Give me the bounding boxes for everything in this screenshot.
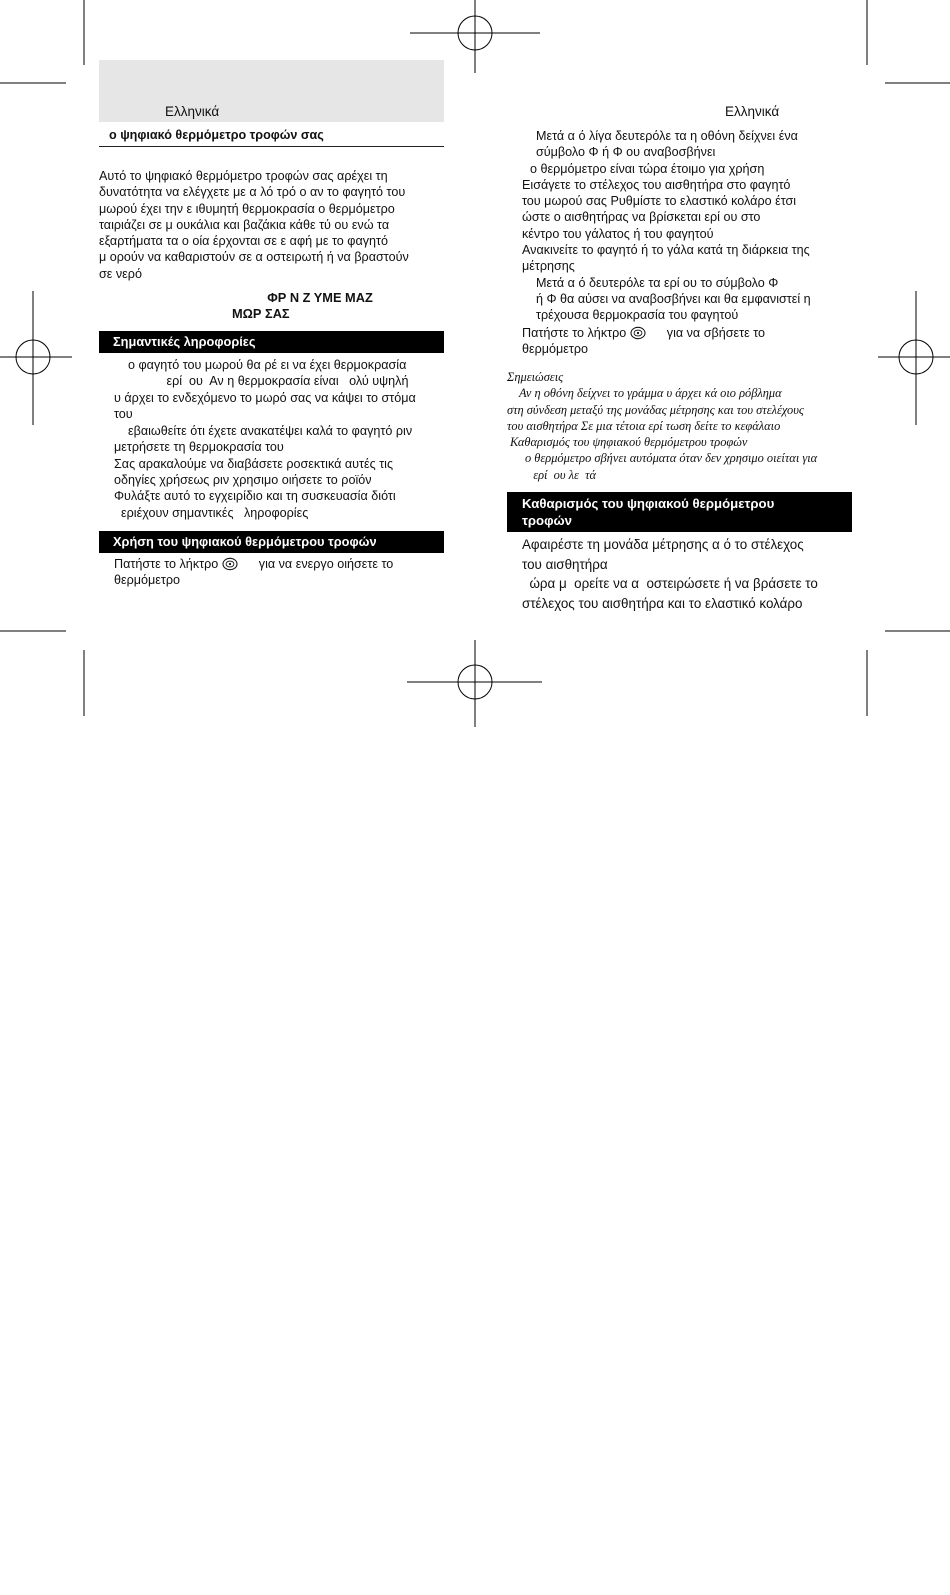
list-item: Μετά α ό λίγα δευτερόλε τα η οθόνη δείχνει ένα xyxy=(536,129,798,143)
cleaning-list xyxy=(522,535,862,613)
intro-line: ταιριάζει σε μ ουκάλια και βαζάκια κάθε τύ ου ενώ τα xyxy=(99,217,390,232)
left-section-title: ο ψηφιακό θερμόμετρο τροφών σας xyxy=(99,127,444,147)
warning-heading xyxy=(200,290,440,321)
list-item: του αισθητήρα xyxy=(522,556,608,572)
intro-paragraph xyxy=(99,168,444,282)
left-language-label: Ελληνικά xyxy=(165,104,220,119)
list-item: κέντρο του γάλατος ή του φαγητού xyxy=(522,226,714,241)
list-item: Σας αρακαλούμε να διαβάσετε ροσεκτικά αυτές τις xyxy=(114,456,394,471)
list-item: Εισάγετε το στέλεχος του αισθητήρα στο φαγητό xyxy=(522,177,791,192)
list-item: Αφαιρέστε τη μονάδα μέτρησης α ό το στέλεχος xyxy=(522,537,804,552)
list-item: μετρήσετε τη θερμοκρασία του xyxy=(114,440,284,455)
intro-line: εξαρτήματα τα ο οία έρχονται σε ε αφή με το φαγητό xyxy=(99,234,389,249)
list-item: εριέχουν σημαντικές ληροφορίες xyxy=(114,505,309,520)
usage-bar: Χρήση του ψηφιακού θερμόμετρου τροφών xyxy=(99,531,444,553)
list-item: υ άρχει το ενδεχόμενο το μωρό σας να κάψει το στόμα xyxy=(114,390,416,405)
list-item: σύμβολο Φ ή Φ ου αναβοσβήνει xyxy=(536,145,716,160)
notes-block xyxy=(507,369,857,483)
usage-text: για να ενεργο οιήσετε το xyxy=(258,557,394,571)
power-button-icon xyxy=(222,557,238,571)
cleaning-bar-line1: Καθαρισμός του ψηφιακού θερμόμετρου xyxy=(522,496,775,511)
power-button-icon xyxy=(630,326,646,340)
list-item: στέλεχος του αισθητήρα και το ελαστικό κολάρο xyxy=(522,595,803,611)
notes-line: Αν η οθόνη δείχνει το γράμμα υ άρχει κά οιο ρόβλημα xyxy=(519,386,782,401)
list-item: Μετά α ό δευτερόλε τα ερί ου το σύμβολο Φ xyxy=(536,275,779,290)
left-header-box xyxy=(99,60,444,122)
usage-text: θερμόμετρο xyxy=(114,573,181,588)
important-info-list xyxy=(114,357,446,521)
off-text: θερμόμετρο xyxy=(522,341,589,356)
notes-line: ερί ου λε τά xyxy=(527,467,597,482)
off-text: Πατήστε το λήκτρο xyxy=(522,325,627,340)
notes-line: ο θερμόμετρο σβήνει αυτόματα όταν δεν χρησιμο οιείται για xyxy=(525,451,818,466)
important-info-bar: Σημαντικές ληροφορίες xyxy=(99,331,444,353)
notes-label: Σημειώσεις xyxy=(507,370,564,384)
cleaning-bar-line2: τροφών xyxy=(522,513,573,528)
list-item: οδηγίες χρήσεως ριν χρησιμο οιήσετε το ροϊόν xyxy=(114,473,372,488)
list-item: ώστε ο αισθητήρας να βρίσκεται ερί ου στο xyxy=(522,210,761,225)
warning-heading-line2: ΜΩΡ ΣΑΣ xyxy=(232,305,290,321)
off-text: για να σβήσετε το xyxy=(666,325,766,340)
registration-mark-icon xyxy=(0,291,72,425)
list-item: ή Φ θα αύσει να αναβοσβήνει και θα εμφανιστεί η xyxy=(536,291,811,306)
steps-list xyxy=(522,128,857,357)
list-item: ο θερμόμετρο είναι τώρα έτοιμο για χρήση xyxy=(530,161,765,176)
list-item: Ανακινείτε το φαγητό ή το γάλα κατά τη διάρκεια της xyxy=(522,243,810,258)
list-item: εβαιωθείτε ότι έχετε ανακατέψει καλά το φαγητό ριν xyxy=(128,424,413,439)
notes-line: του αισθητήρα Σε μια τέτοια ερί τωση δείτε το κεφάλαιο xyxy=(507,418,781,433)
intro-line: μ ορούν να καθαριστούν σε α οστειρωτή ή να βραστούν xyxy=(99,250,409,265)
cleaning-bar xyxy=(507,492,852,532)
list-item: του μωρού σας Ρυθμίστε το ελαστικό κολάρο έτσι xyxy=(522,194,797,209)
warning-heading-line1: ΦΡ Ν Ζ ΥΜΕ ΜΑΖ xyxy=(267,290,373,305)
usage-paragraph xyxy=(114,556,446,589)
list-item: ώρα μ ορείτε να α οστειρώσετε ή να βράσετε το xyxy=(522,576,818,591)
intro-line: Αυτό το ψηφιακό θερμόμετρο τροφών σας αρέχει τη xyxy=(99,169,388,183)
intro-line: δυνατότητα να ελέγχετε με α λό τρό ο αν το φαγητό του xyxy=(99,185,406,200)
list-item: του xyxy=(114,406,133,421)
list-item: τρέχουσα θερμοκρασία του φαγητού xyxy=(536,308,739,323)
intro-line: μωρού έχει την ε ιθυμητή θερμοκρασία ο θερμόμετρο xyxy=(99,201,395,216)
list-item: Φυλάξτε αυτό το εγχειρίδιο και τη συσκευασία διότι xyxy=(114,489,396,504)
usage-text: Πατήστε το λήκτρο xyxy=(114,557,219,571)
registration-mark-icon xyxy=(878,291,950,425)
list-item: μέτρησης xyxy=(522,259,575,274)
right-language-label: Ελληνικά xyxy=(725,104,780,119)
list-item: ερί ου Αν η θερμοκρασία είναι ολύ υψηλή xyxy=(114,374,409,389)
intro-line: σε νερό xyxy=(99,266,142,281)
registration-mark-icon xyxy=(407,640,542,727)
list-item: ο φαγητό του μωρού θα ρέ ει να έχει θερμοκρασία xyxy=(128,358,407,372)
notes-line: στη σύνδεση μεταξύ της μονάδας μέτρησης και του στελέχους xyxy=(507,402,804,417)
notes-line: Καθαρισμός του ψηφιακού θερμόμετρου τροφών xyxy=(510,435,748,450)
